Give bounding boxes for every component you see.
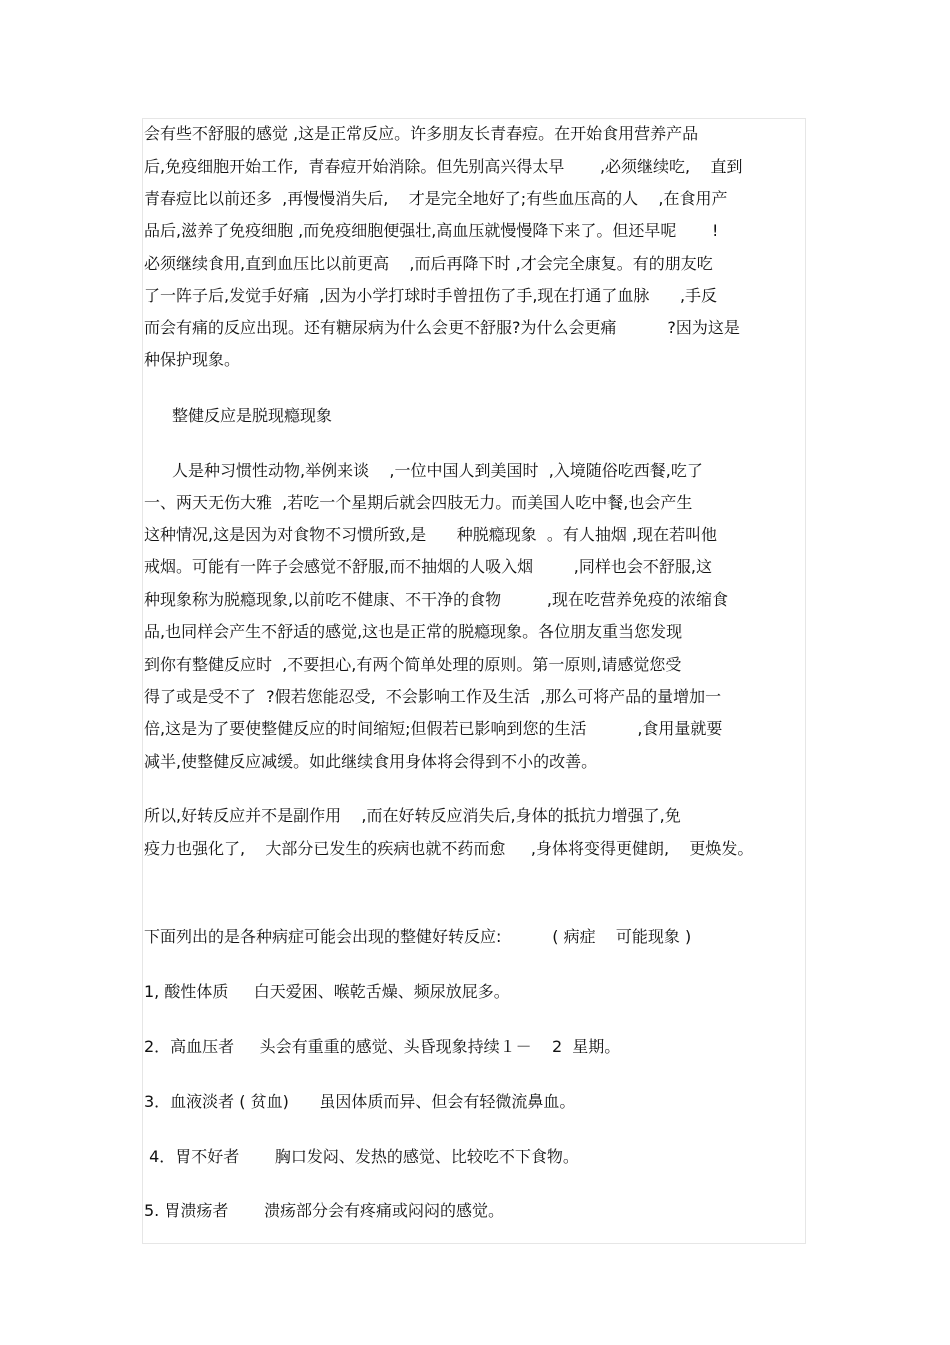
paragraph-1-line: 了一阵子后,发觉手好痛 ,因为小学打球时手曾扭伤了手,现在打通了血脉 ,手反 <box>144 286 718 305</box>
list-item: 1, 酸性体质 白天爱困、喉乾舌燥、频尿放屁多。 <box>144 982 510 1001</box>
list-intro: 下面列出的是各种病症可能会出现的整健好转反应: ( 病症 可能现象 ) <box>144 927 692 946</box>
list-item: 2．高血压者 头会有重重的感觉、头昏现象持续１－ 2 星期。 <box>144 1037 621 1056</box>
paragraph-2-line: 人是种习惯性动物,举例来谈 ,一位中国人到美国时 ,入境随俗吃西餐,吃了 <box>172 461 703 480</box>
paragraph-2-line: 种现象称为脱瘾现象,以前吃不健康、不干净的食物 ,现在吃营养免疫的浓缩食 <box>144 590 728 609</box>
paragraph-2-line: 一、两天无伤大雅 ,若吃一个星期后就会四肢无力。而美国人吃中餐,也会产生 <box>144 493 693 512</box>
list-item: 3．血液淡者 ( 贫血) 虽因体质而异、但会有轻微流鼻血。 <box>144 1092 576 1111</box>
paragraph-2-line: 得了或是受不了 ?假若您能忍受, 不会影响工作及生活 ,那么可将产品的量增加一 <box>144 687 722 706</box>
paragraph-1-line: 青春痘比以前还多 ,再慢慢消失后, 才是完全地好了;有些血压高的人 ,在食用产 <box>144 189 728 208</box>
paragraph-3-line: 疫力也强化了, 大部分已发生的疾病也就不药而愈 ,身体将变得更健朗, 更焕发。 <box>144 839 754 858</box>
paragraph-2-line: 品,也同样会产生不舒适的感觉,这也是正常的脱瘾现象。各位朋友重当您发现 <box>144 622 683 641</box>
paragraph-1-line: 必须继续食用,直到血压比以前更高 ,而后再降下时 ,才会完全康复。有的朋友吃 <box>144 254 713 273</box>
paragraph-3-line: 所以,好转反应并不是副作用 ,而在好转反应消失后,身体的抵抗力增强了,免 <box>144 806 681 825</box>
paragraph-1-line: 种保护现象。 <box>144 350 241 369</box>
paragraph-1-line: 后,免疫细胞开始工作, 青春痘开始消除。但先别高兴得太早 ,必须继续吃, 直到 <box>144 157 743 176</box>
paragraph-1-line: 而会有痛的反应出现。还有糖尿病为什么会更不舒服?为什么会更痛 ?因为这是 <box>144 318 740 337</box>
list-item: 4．胃不好者 胸口发闷、发热的感觉、比较吃不下食物。 <box>144 1147 579 1166</box>
paragraph-1-line: 会有些不舒服的感觉 ,这是正常反应。许多朋友长青春痘。在开始食用营养产品 <box>144 124 699 143</box>
paragraph-2-line: 到你有整健反应时 ,不要担心,有两个简单处理的原则。第一原则,请感觉您受 <box>144 655 682 674</box>
section-heading: 整健反应是脱现瘾现象 <box>172 406 333 425</box>
paragraph-2-line: 戒烟。可能有一阵子会感觉不舒服,而不抽烟的人吸入烟 ,同样也会不舒服,这 <box>144 557 712 576</box>
paragraph-1-line: 品后,滋养了免疫细胞 ,而免疫细胞便强壮,高血压就慢慢降下来了。但还早呢 ! <box>144 221 719 240</box>
list-item: 5. 胃溃疡者 溃疡部分会有疼痛或闷闷的感觉。 <box>144 1201 504 1220</box>
paragraph-2-line: 减半,使整健反应减缓。如此继续食用身体将会得到不小的改善。 <box>144 752 598 771</box>
paragraph-2-line: 这种情况,这是因为对食物不习惯所致,是 种脱瘾现象 。有人抽烟 ,现在若叫他 <box>144 525 718 544</box>
paragraph-2-line: 倍,这是为了要使整健反应的时间缩短;但假若已影响到您的生活 ,食用量就要 <box>144 719 723 738</box>
